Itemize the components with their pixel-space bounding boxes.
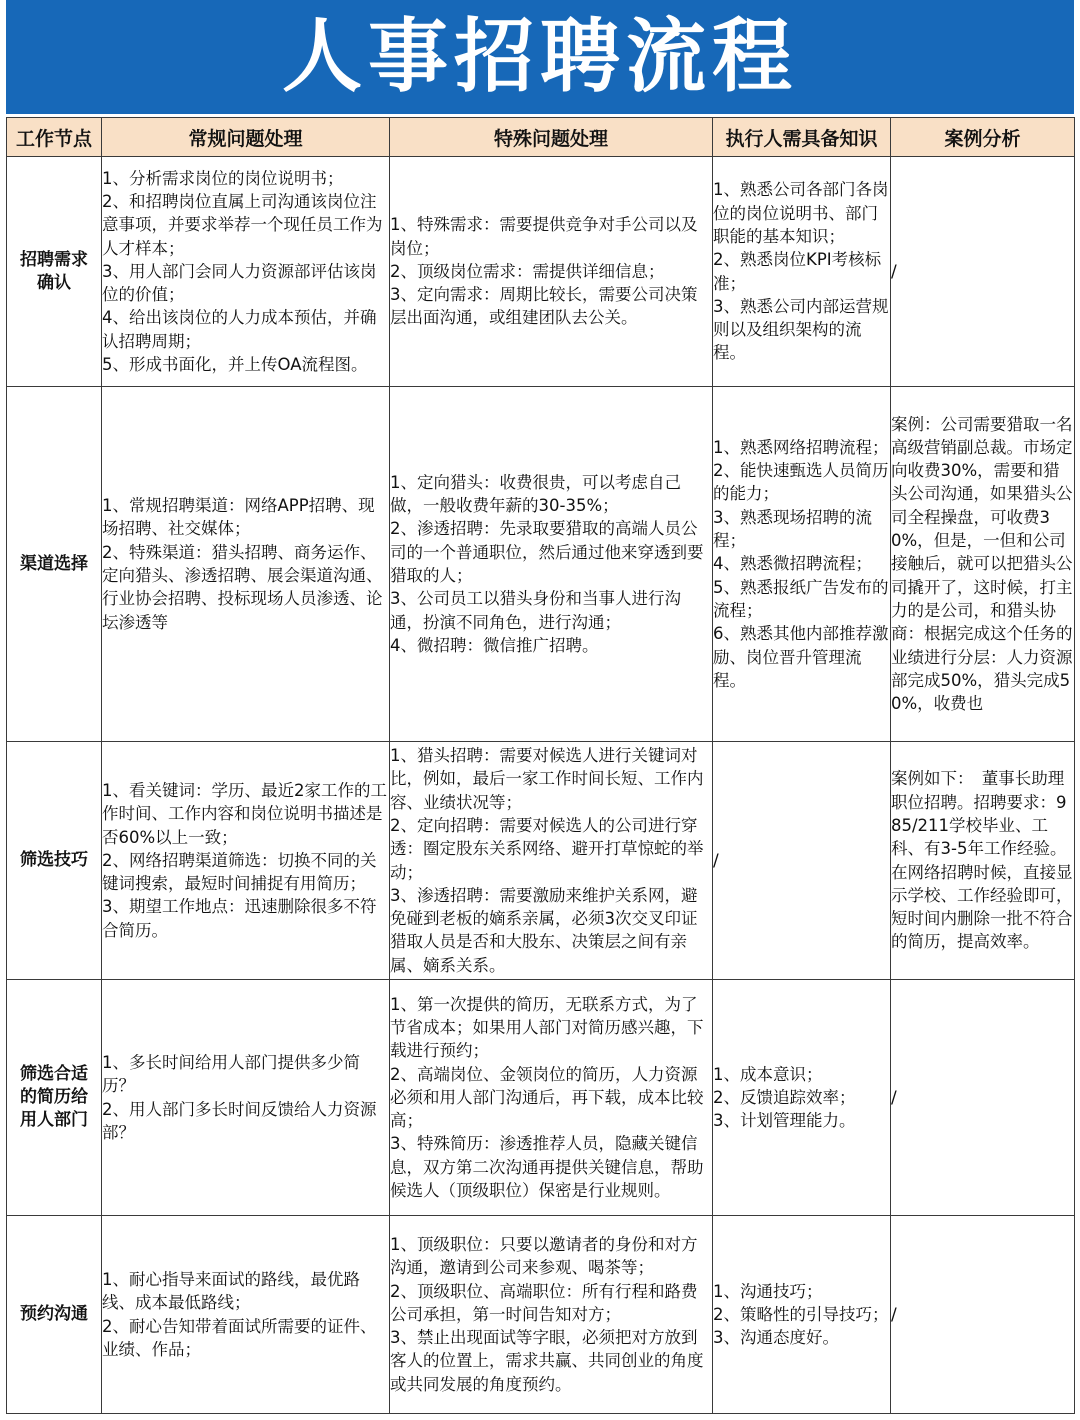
table-header-row	[7, 118, 1075, 157]
case-cell: /	[891, 157, 1075, 387]
knowledge-cell: 1、熟悉网络招聘流程； 2、能快速甄选人员简历的能力； 3、熟悉现场招聘的流程； 4、熟悉微招聘流程； 5、熟悉报纸广告发布的流程； 6、熟悉其他内部推荐激励、岗位晋升管理流程。	[713, 387, 891, 742]
special-cell: 1、定向猎头：收费很贵，可以考虑自己做，一般收费年薪的30-35%； 2、渗透招聘：先录取要猎取的高端人员公司的一个普通职位，然后通过他来穿透到要猎取的人； 3、公司员工以猎头身份和当事人进行沟通，扮演不同角色，进行沟通； 4、微招聘：微信推广招聘。	[390, 387, 713, 742]
regular-cell: 1、分析需求岗位的岗位说明书； 2、和招聘岗位直属上司沟通该岗位注意事项，并要求举荐一个现任员工作为人才样本； 3、用人部门会同人力资源部评估该岗位的价值； 4、给出该岗位的人力成本预估，并确认招聘周期； 5、形成书面化，并上传OA流程图。	[102, 157, 390, 387]
case-cell: /	[891, 1216, 1075, 1414]
special-cell: 1、猎头招聘：需要对候选人进行关键词对比，例如，最后一家工作时间长短、工作内容、业绩状况等； 2、定向招聘：需要对候选人的公司进行穿透：圈定股东关系网络、避开打草惊蛇的举动； 3、渗透招聘：需要激励来维护关系网，避免碰到老板的嫡系亲属，必须3次交叉印证猎取人员是否和大股东、决策层之间有亲属、嫡系关系。	[390, 742, 713, 980]
column-header-required-knowledge: 执行人需具备知识	[713, 118, 891, 157]
table-row	[7, 157, 1075, 387]
column-header-regular-handling: 常规问题处理	[102, 118, 390, 157]
case-cell: 案例：公司需要猎取一名高级营销副总裁。市场定向收费30%，需要和猎头公司沟通，如果猎头公司全程操盘，可收费30%，但是，一但和公司接触后，就可以把猎头公司撬开了，这时候，打主力的是公司，和猎头协商：根据完成这个任务的业绩进行分层：人力资源部完成50%，猎头完成50%，收费也	[891, 387, 1075, 742]
column-header-special-handling: 特殊问题处理	[390, 118, 713, 157]
column-header-case-analysis: 案例分析	[891, 118, 1075, 157]
node-cell: 渠道选择	[7, 387, 102, 742]
knowledge-cell: 1、熟悉公司各部门各岗位的岗位说明书、部门职能的基本知识； 2、熟悉岗位KPI考核标准； 3、熟悉公司内部运营规则以及组织架构的流程。	[713, 157, 891, 387]
special-cell: 1、特殊需求：需要提供竞争对手公司以及岗位； 2、顶级岗位需求：需提供详细信息； 3、定向需求：周期比较长，需要公司决策层出面沟通，或组建团队去公关。	[390, 157, 713, 387]
page-title: 人事招聘流程	[282, 10, 798, 103]
regular-cell: 1、耐心指导来面试的路线，最优路线、成本最低路线； 2、耐心告知带着面试所需要的证件、业绩、作品；	[102, 1216, 390, 1414]
node-cell: 招聘需求 确认	[7, 157, 102, 387]
recruitment-process-table	[6, 117, 1075, 1414]
knowledge-cell: /	[713, 742, 891, 980]
special-cell: 1、顶级职位：只要以邀请者的身份和对方沟通，邀请到公司来参观、喝茶等； 2、顶级职位、高端职位：所有行程和路费公司承担，第一时间告知对方； 3、禁止出现面试等字眼，必须把对方放到客人的位置上，需求共赢、共同创业的角度或共同发展的角度预约。	[390, 1216, 713, 1414]
table-row	[7, 387, 1075, 742]
knowledge-cell: 1、成本意识； 2、反馈追踪效率； 3、计划管理能力。	[713, 980, 891, 1216]
case-cell: 案例如下： 董事长助理职位招聘。招聘要求：985/211学校毕业、工科、有3-5年工作经验。在网络招聘时候，直接显示学校、工作经验即可，短时间内删除一批不符合的简历，提高效率。	[891, 742, 1075, 980]
regular-cell: 1、多长时间给用人部门提供多少简历？ 2、用人部门多长时间反馈给人力资源部？	[102, 980, 390, 1216]
regular-cell: 1、常规招聘渠道：网络APP招聘、现场招聘、社交媒体； 2、特殊渠道：猎头招聘、商务运作、定向猎头、渗透招聘、展会渠道沟通、行业协会招聘、投标现场人员渗透、论坛渗透等	[102, 387, 390, 742]
node-cell: 预约沟通	[7, 1216, 102, 1414]
case-cell: /	[891, 980, 1075, 1216]
regular-cell: 1、看关键词：学历、最近2家工作的工作时间、工作内容和岗位说明书描述是否60%以上一致； 2、网络招聘渠道筛选：切换不同的关键词搜索，最短时间捕捉有用简历； 3、期望工作地点：迅速删除很多不符合简历。	[102, 742, 390, 980]
table-row	[7, 980, 1075, 1216]
node-cell: 筛选技巧	[7, 742, 102, 980]
knowledge-cell: 1、沟通技巧； 2、策略性的引导技巧； 3、沟通态度好。	[713, 1216, 891, 1414]
column-header-work-node: 工作节点	[7, 118, 102, 157]
title-banner	[6, 0, 1074, 114]
table-row	[7, 1216, 1075, 1414]
special-cell: 1、第一次提供的简历，无联系方式，为了节省成本；如果用人部门对简历感兴趣，下载进行预约； 2、高端岗位、金领岗位的简历，人力资源必须和用人部门沟通后，再下载，成本比较高； 3、特殊简历：渗透推荐人员，隐藏关键信息，双方第二次沟通再提供关键信息，帮助候选人（顶级职位）保密是行业规则。	[390, 980, 713, 1216]
table-row	[7, 742, 1075, 980]
node-cell: 筛选合适 的简历给 用人部门	[7, 980, 102, 1216]
